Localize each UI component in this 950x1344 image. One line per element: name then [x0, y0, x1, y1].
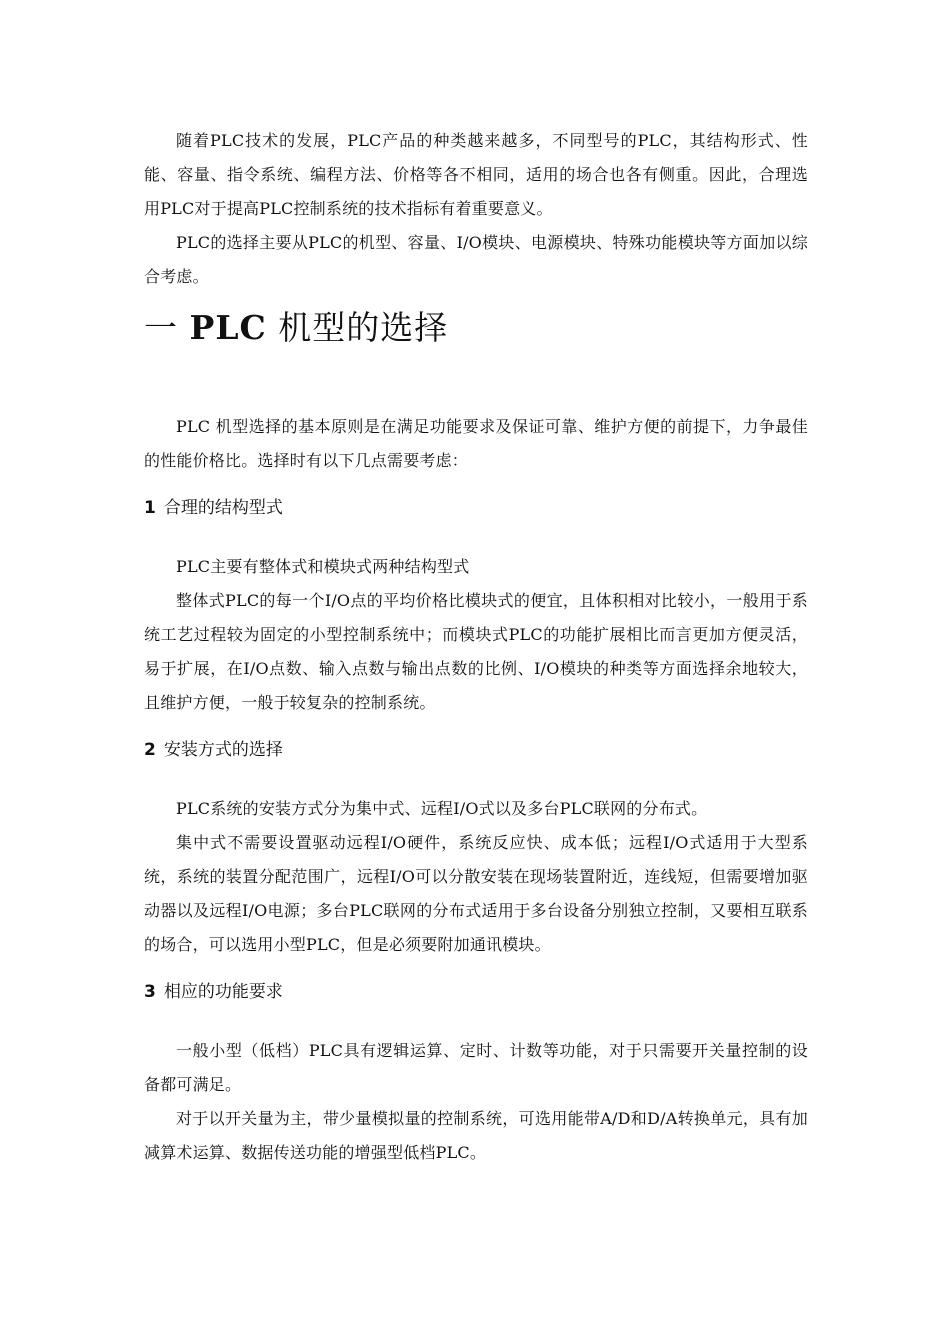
intro-paragraph-1: 随着PLC技术的发展，PLC产品的种类越来越多，不同型号的PLC，其结构形式、性能、容量、指令系统、编程方法、价格等各不相同，适用的场合也各有侧重。因此，合理选用PLC对于提高PLC控制系统的技术指标有着重要意义。 [144, 131, 808, 218]
subsection-2-title: 安装方式的选择 [163, 740, 283, 760]
subsection-2-number: 2 [144, 740, 156, 760]
section-1-title-rest: 机型的选择 [266, 308, 449, 347]
subsection-1-heading [144, 496, 808, 520]
subsection-2-heading [144, 738, 808, 762]
section-1-paragraph-1: PLC 机型选择的基本原则是在满足功能要求及保证可靠、维护方便的前提下，力争最佳的性能价格比。选择时有以下几点需要考虑： [144, 417, 808, 470]
subsection-2-paragraph-2: 集中式不需要设置驱动远程I/O硬件，系统反应快、成本低；远程I/O式适用于大型系统，系统的装置分配范围广，远程I/O可以分散安装在现场装置附近，连线短，但需要增加驱动器以及远程I/O电源；多台PLC联网的分布式适用于多台设备分别独立控制，又要相互联系的场合，可以选用小型PLC，但是必须要附加通讯模块。 [144, 833, 808, 954]
subsection-1-title: 合理的结构型式 [163, 498, 283, 518]
subsection-1-paragraph-1: PLC主要有整体式和模块式两种结构型式 [176, 557, 470, 576]
subsection-1-number: 1 [144, 498, 156, 518]
intro-paragraph-2: PLC的选择主要从PLC的机型、容量、I/O模块、电源模块、特殊功能模块等方面加以综合考虑。 [144, 233, 808, 286]
section-1-prefix: 一 [144, 308, 190, 347]
subsection-3-paragraph-1: 一般小型（低档）PLC具有逻辑运算、定时、计数等功能，对于只需要开关量控制的设备都可满足。 [144, 1041, 808, 1094]
subsection-2-paragraph-1: PLC系统的安装方式分为集中式、远程I/O式以及多台PLC联网的分布式。 [176, 799, 708, 818]
document-body [144, 124, 808, 1170]
section-1-title-latin: PLC [189, 308, 267, 347]
subsection-3-heading [144, 980, 808, 1004]
subsection-3-paragraph-2: 对于以开关量为主，带少量模拟量的控制系统，可选用能带A/D和D/A转换单元，具有加减算术运算、数据传送功能的增强型低档PLC。 [144, 1109, 808, 1162]
subsection-3-number: 3 [144, 982, 156, 1002]
subsection-1-paragraph-2: 整体式PLC的每一个I/O点的平均价格比模块式的便宜，且体积相对比较小，一般用于系统工艺过程较为固定的小型控制系统中；而模块式PLC的功能扩展相比而言更加方便灵活，易于扩展，在I/O点数、输入点数与输出点数的比例、I/O模块的种类等方面选择余地较大，且维护方便，一般于较复杂的控制系统。 [144, 591, 808, 712]
section-1-heading [144, 306, 808, 350]
subsection-3-title: 相应的功能要求 [163, 982, 283, 1002]
